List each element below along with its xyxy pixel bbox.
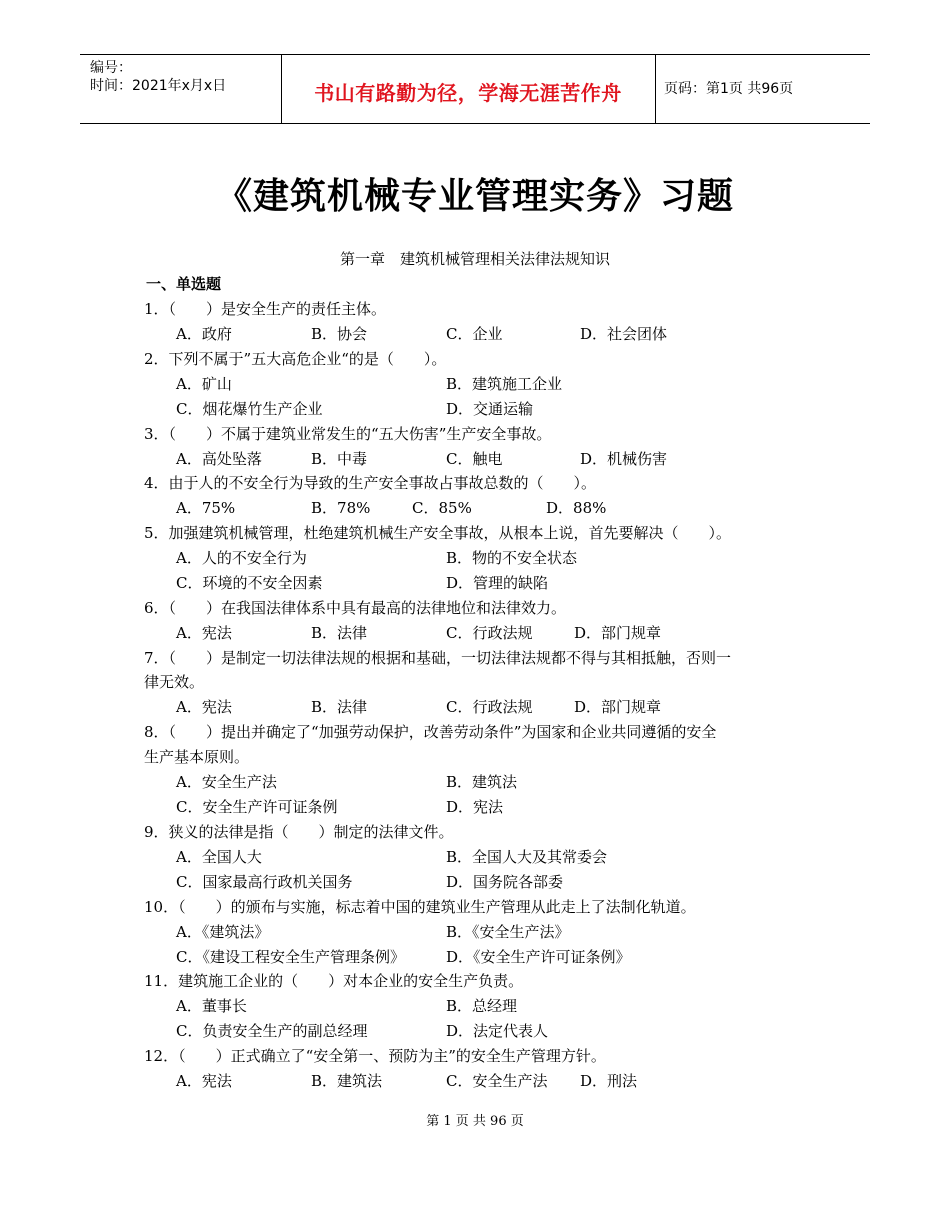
option: B．法律 [311, 698, 368, 716]
motto: 书山有路勤为径，学海无涯苦作舟 [314, 81, 622, 105]
option: D．交通运输 [446, 400, 534, 418]
option: C．烟花爆竹生产企业 [176, 400, 323, 418]
option: D．部门规章 [574, 698, 662, 716]
option: D．法定代表人 [446, 1022, 549, 1040]
question-stem: 2．下列不属于”五大高危企业“的是（ ）。 [144, 350, 447, 368]
option: D．88% [546, 499, 607, 517]
option: C．企业 [446, 325, 503, 343]
option: C．国家最高行政机关国务 [176, 873, 353, 891]
option: A．宪法 [176, 1072, 232, 1090]
time-label: 时间：2021年x月x日 [90, 78, 227, 94]
option: C．环境的不安全因素 [176, 574, 323, 592]
option: B．全国人大及其常委会 [446, 848, 608, 866]
document-title: 《建筑机械专业管理实务》习题 [215, 176, 734, 217]
option: B．协会 [311, 325, 368, 343]
question-stem: 4．由于人的不安全行为导致的生产安全事故占事故总数的（ ）。 [144, 474, 597, 492]
option: B．中毒 [311, 450, 368, 468]
option: D．机械伤害 [580, 450, 668, 468]
option: D．国务院各部委 [446, 873, 564, 891]
option: A．矿山 [176, 375, 232, 393]
header-meta-cell [80, 55, 282, 123]
option: B．法律 [311, 624, 368, 642]
question-stem: 9．狭义的法律是指（ ）制定的法律文件。 [144, 823, 454, 841]
question-stem: 11．建筑施工企业的（ ）对本企业的安全生产负责。 [144, 972, 524, 990]
page-footer: 第 1 页 共 96 页 [426, 1114, 524, 1129]
option: B．物的不安全状态 [446, 549, 578, 567]
option: B．总经理 [446, 997, 518, 1015]
option: C．行政法规 [446, 624, 533, 642]
question-stem-continued: 律无效。 [144, 673, 205, 691]
question-stem: 3．（ ）不属于建筑业常发生的“五大伤害”生产安全事故。 [144, 425, 552, 443]
option: D．《安全生产许可证条例》 [446, 948, 631, 966]
question-stem: 6．（ ）在我国法律体系中具有最高的法律地位和法律效力。 [144, 599, 567, 617]
header-motto-cell [281, 55, 656, 123]
option: B．建筑法 [446, 773, 518, 791]
question-stem: 10．（ ）的颁布与实施，标志着中国的建筑业生产管理从此走上了法制化轨道。 [144, 898, 696, 916]
option: C．《建设工程安全生产管理条例》 [176, 948, 405, 966]
option: A．高处坠落 [176, 450, 262, 468]
page-info: 页码：第1页 共96页 [664, 81, 794, 97]
header-page-cell [656, 55, 870, 123]
option: D．社会团体 [580, 325, 668, 343]
option: C．负责安全生产的副总经理 [176, 1022, 368, 1040]
option: D．宪法 [446, 798, 504, 816]
option: C．安全生产法 [446, 1072, 548, 1090]
option: D．管理的缺陷 [446, 574, 549, 592]
option: A．安全生产法 [176, 773, 277, 791]
section-heading: 一、单选题 [146, 275, 222, 293]
question-stem-continued: 生产基本原则。 [144, 748, 250, 766]
option: C．安全生产许可证条例 [176, 798, 338, 816]
chapter-heading: 第一章 建筑机械管理相关法律法规知识 [339, 250, 610, 268]
option: A．政府 [176, 325, 232, 343]
question-stem: 7．（ ）是制定一切法律法规的根据和基础，一切法律法规都不得与其相抵触，否则一 [144, 649, 732, 667]
option: B．《安全生产法》 [446, 923, 570, 941]
question-stem: 8．（ ）提出并确定了“加强劳动保护，改善劳动条件”为国家和企业共同遵循的安全 [144, 723, 717, 741]
option: B．78% [311, 499, 371, 517]
option: D．刑法 [580, 1072, 638, 1090]
option: B．建筑法 [311, 1072, 383, 1090]
question-stem: 12．（ ）正式确立了“安全第一、预防为主”的安全生产管理方针。 [144, 1047, 606, 1065]
option: C．触电 [446, 450, 503, 468]
option: B．建筑施工企业 [446, 375, 563, 393]
question-stem: 1．（ ）是安全生产的责任主体。 [144, 300, 387, 318]
option: A．《建筑法》 [176, 923, 270, 941]
option: A．董事长 [176, 997, 247, 1015]
option: A．人的不安全行为 [176, 549, 307, 567]
option: D．部门规章 [574, 624, 662, 642]
option: A．75% [176, 499, 236, 517]
question-stem: 5．加强建筑机械管理，杜绝建筑机械生产安全事故，从根本上说，首先要解决（ ）。 [144, 524, 732, 542]
option: A．全国人大 [176, 848, 262, 866]
number-label: 编号： [90, 60, 132, 76]
page-header [80, 54, 870, 124]
option: C．85% [412, 499, 472, 517]
option: A．宪法 [176, 624, 232, 642]
option: A．宪法 [176, 698, 232, 716]
option: C．行政法规 [446, 698, 533, 716]
